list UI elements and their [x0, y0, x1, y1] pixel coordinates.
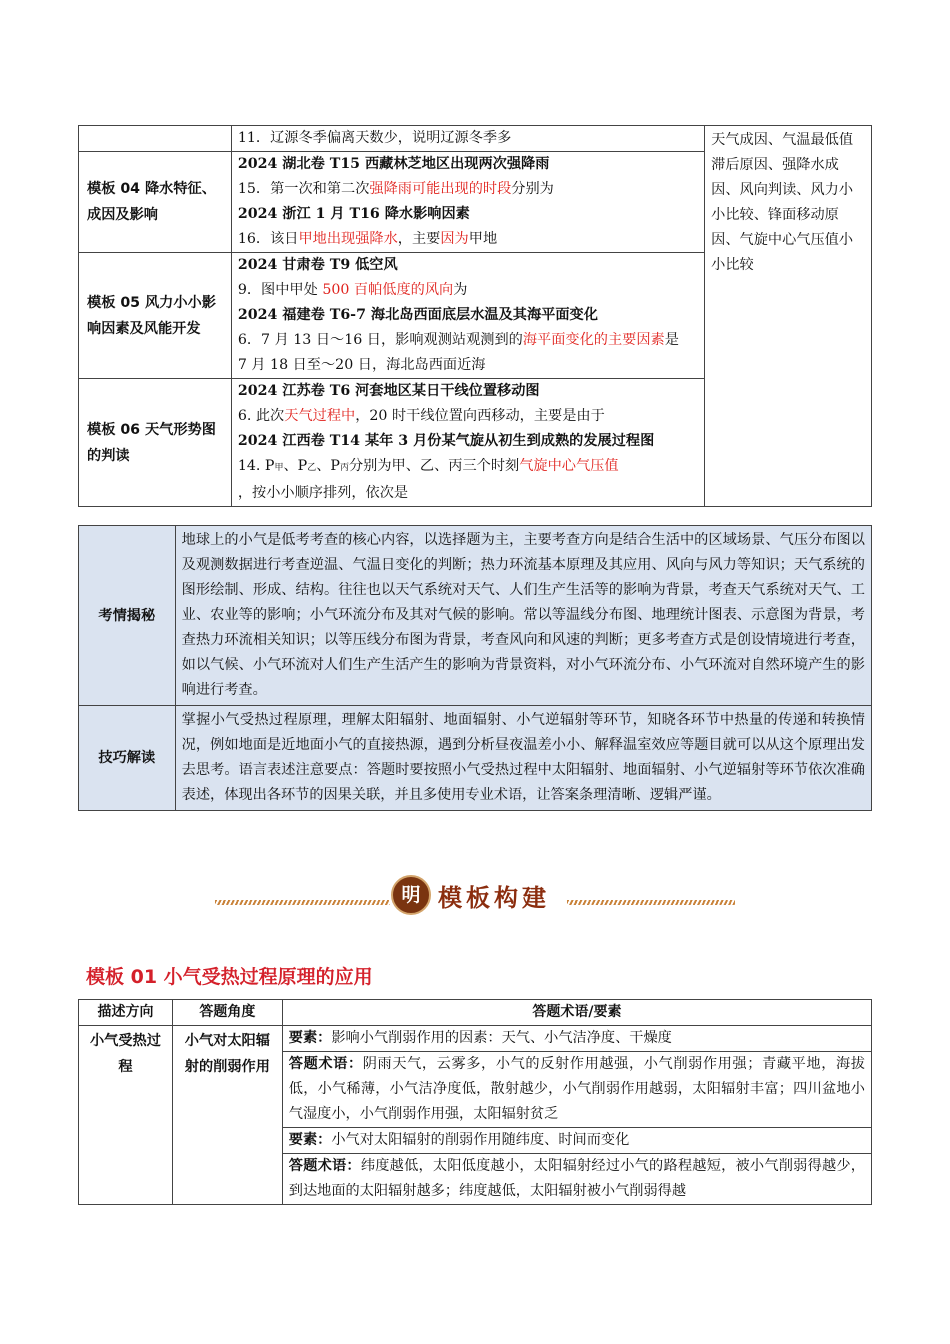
technique-text: 掌握小气受热过程原理，理解太阳辐射、地面辐射、小气逆辐射等环节，知晓各环节中热量的传递和转换情况，例如地面是近地面小气的直接热源，遇到分析昼夜温差小小、解释温室效应等题目就可以从这个原理出发去思考。语言表述注意要点：答题时要按照小气受热过程中太阳辐射、地面辐射、小气逆辐射等环节依次准确表述，体现出各环节的因果关联，并且多使用专业术语，让答案条理清晰、逻辑严谨。 [175, 706, 871, 811]
exam-template-table [78, 125, 872, 507]
column-header: 答题角度 [172, 1000, 282, 1026]
table-cell [282, 1154, 871, 1205]
text: 、P [283, 458, 308, 474]
subscript: 乙 [307, 463, 317, 473]
text: ，按小小顺序排列，依次是 [237, 485, 409, 501]
question-line [238, 227, 698, 252]
table-row [79, 126, 872, 152]
section-title: 模板 01 小气受热过程原理的应用 [86, 966, 373, 988]
text: 甲地 [468, 231, 498, 247]
question-line [238, 177, 698, 202]
exam-source: 2024 湖北卷 T15 西藏林芝地区出现两次强降雨 [237, 156, 550, 172]
table-row [79, 526, 872, 706]
angle-cell: 小气对太阳辐射的削弱作用 [172, 1026, 282, 1205]
table-cell [231, 152, 704, 253]
text: 9．图中甲处 [237, 282, 323, 298]
decorative-stripe [567, 900, 735, 905]
exam-source: 2024 甘肃卷 T9 低空风 [237, 257, 398, 273]
text: ，主要 [397, 231, 441, 247]
side-summary-cell [705, 126, 872, 507]
term-value: 阴雨天气，云雾多，小气的反射作用越强，小气削弱作用强；青藏平地，海拔低，小气稀薄，小气洁净度低，散射越少，小气削弱作用越弱，太阳辐射丰富；四川盆地小气湿度小，小气削弱作用强，太阳辐射贫乏 [288, 1056, 865, 1122]
direction-cell: 小气受热过程 [79, 1026, 173, 1205]
template-content-table [78, 999, 872, 1205]
question-line [238, 454, 698, 506]
question-line: 7 月 18 日至～20 日，海北岛西面近海 [237, 357, 486, 373]
highlight: 天气过程中 [284, 408, 356, 424]
subscript: 丙 [339, 463, 349, 473]
term-value: 影响小气削弱作用的因素：天气、小气洁净度、干燥度 [331, 1030, 672, 1046]
table-cell [282, 1052, 871, 1128]
text: 15．第一次和第二次 [237, 181, 370, 197]
text: 6．7 月 13 日～16 日，影响观测站观测到的 [237, 332, 523, 348]
ming-badge-icon: 明 [391, 875, 431, 915]
exam-source: 2024 江苏卷 T6 河套地区某日干线位置移动图 [237, 383, 540, 399]
table-cell [231, 253, 704, 379]
column-header: 描述方向 [79, 1000, 173, 1026]
text: 分别为 [511, 181, 554, 197]
table-cell [282, 1128, 871, 1154]
text: 、P [316, 458, 340, 474]
text: 分别为甲、乙、丙三个时刻 [348, 458, 520, 474]
highlight: 甲地出现强降水 [298, 231, 398, 247]
text: 6. 此次 [237, 408, 285, 424]
decorative-stripe [215, 900, 390, 905]
term-key: 要素： [288, 1030, 332, 1046]
text: 为 [453, 282, 468, 298]
question-line [238, 328, 698, 353]
exam-source: 2024 福建卷 T6-7 海北岛西面底层水温及其海平面变化 [237, 307, 598, 323]
analysis-label: 考情揭秘 [79, 526, 176, 706]
side-summary: 天气成因、气温最低值滞后原因、强降水成因、风向判读、风力小小比较、锋面移动原因、气旋中心气压值小小比较 [711, 132, 854, 273]
template-label: 模板 04 降水特征、成因及影响 [79, 152, 232, 253]
term-value: 小气对太阳辐射的削弱作用随纬度、时间而变化 [331, 1132, 630, 1148]
table-cell [282, 1026, 871, 1052]
question-line [238, 278, 698, 303]
analysis-text: 地球上的小气是低考考查的核心内容，以选择题为主，主要考查方向是结合生活中的区域场景、气压分布图以及观测数据进行考查逆温、气温日变化的判断；热力环流基本原理及其应用、风向与风力等知识；天气系统的图形绘制、形成、结构。往往也以天气系统对天气、人们生产生活等的影响为背景，考查天气系统对天气、工业、农业等的影响；小气环流分布及其对气候的影响。常以等温线分布图、地理统计图表、示意图为背景，考查热力环流相关知识；以等压线分布图为背景，考查风向和风速的判断；更多考查方式是创设情境进行考查，如以气候、小气环流对人们生产生活产生的影响为背景资料，对小气环流分布、小气环流对自然环境产生的影响进行考查。 [175, 526, 871, 706]
exam-source: 2024 江西卷 T14 某年 3 月份某气旋从初生到成熟的发展过程图 [237, 433, 655, 449]
table-row [79, 706, 872, 811]
section-banner [215, 872, 735, 920]
empty-cell [79, 126, 232, 152]
text: 16．该日 [237, 231, 299, 247]
question-text: 11．辽源冬季偏离天数少，说明辽源冬季多 [237, 130, 512, 146]
exam-analysis-table [78, 525, 872, 811]
table-row [79, 1026, 872, 1052]
term-key: 要素： [288, 1132, 332, 1148]
highlight: 强降雨可能出现的时段 [369, 181, 512, 197]
banner-title: 模板构建 [438, 884, 550, 912]
column-header: 答题术语/要素 [282, 1000, 871, 1026]
term-value: 纬度越低，太阳低度越小，太阳辐射经过小气的路程越短，被小气削弱得越少，到达地面的太阳辐射越多；纬度越低，太阳辐射被小气削弱得越 [288, 1158, 865, 1199]
highlight: 海平面变化的主要因素 [522, 332, 665, 348]
exam-source: 2024 浙江 1 月 T16 降水影响因素 [237, 206, 470, 222]
text: 14. P [237, 458, 275, 474]
subscript: 甲 [274, 463, 284, 473]
highlight: 因为 [440, 231, 469, 247]
table-cell [231, 126, 704, 152]
highlight: 500 百帕低度的风向 [322, 282, 454, 298]
term-key: 答题术语： [288, 1158, 361, 1174]
technique-label: 技巧解读 [79, 706, 176, 811]
text: 是 [664, 332, 679, 348]
template-label: 模板 06 天气形势图的判读 [79, 379, 232, 507]
highlight: 气旋中心气压值 [519, 458, 619, 474]
table-header-row [79, 1000, 872, 1026]
template-label: 模板 05 风力小小影响因素及风能开发 [79, 253, 232, 379]
text: ，20 时干线位置向西移动，主要是由于 [355, 408, 605, 424]
table-cell [231, 379, 704, 507]
term-key: 答题术语： [288, 1056, 363, 1072]
question-line [238, 404, 698, 429]
